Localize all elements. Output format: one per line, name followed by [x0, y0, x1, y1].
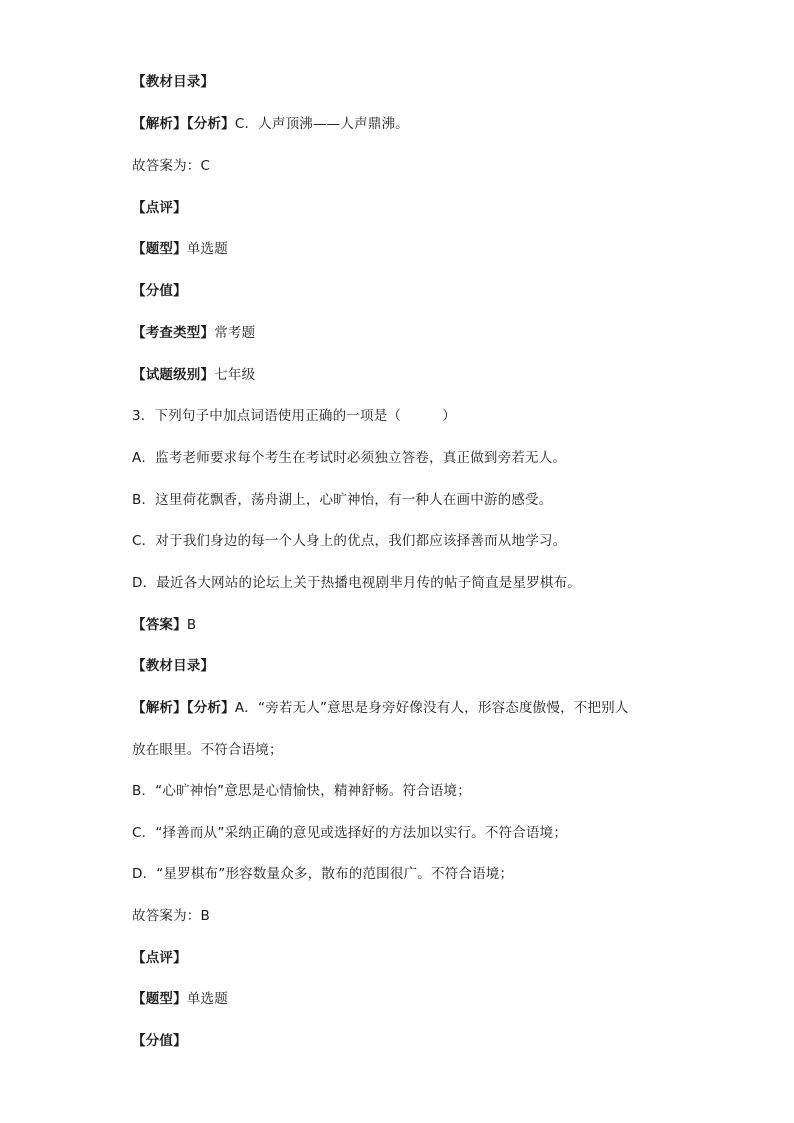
line-text: B．“心旷神怡”意思是心情愉快，精神舒畅。符合语境；	[132, 783, 471, 799]
analysis-continuation	[132, 741, 283, 759]
section-textbook-catalog	[132, 73, 214, 91]
section-answer	[132, 616, 196, 634]
line-text: 七年级	[214, 367, 256, 383]
line-tag: 【点评】	[132, 950, 187, 966]
question-stem	[132, 407, 456, 425]
line-text: 故答案为：B	[132, 908, 210, 924]
line-tag: 【试题级别】	[132, 367, 215, 383]
line-text: D．最近各大网站的论坛上关于热播电视剧芈月传的帖子简直是星罗棋布。	[132, 575, 581, 591]
line-text: C．对于我们身边的每一个人身上的优点，我们都应该择善而从地学习。	[132, 533, 567, 549]
line-tag: 【分值】	[132, 283, 187, 299]
section-comment	[132, 949, 187, 967]
section-comment	[132, 199, 187, 217]
line-text: A．“旁若无人”意思是身旁好像没有人，形容态度傲慢，不把别人	[234, 700, 629, 716]
line-tag: 【点评】	[132, 200, 187, 216]
line-text: 故答案为：C	[132, 158, 211, 174]
section-grade-level	[132, 366, 255, 384]
analysis-option-c	[132, 824, 567, 842]
line-text: D．“星罗棋布”形容数量众多，散布的范围很广。不符合语境；	[132, 866, 514, 882]
line-tag: 【解析】【分析】	[132, 116, 235, 132]
section-question-type	[132, 240, 228, 258]
section-score	[132, 282, 187, 300]
answer-line	[132, 907, 210, 925]
line-text: 常考题	[214, 325, 256, 341]
option-b	[132, 491, 552, 509]
option-a	[132, 449, 566, 467]
analysis-option-d	[132, 865, 513, 883]
line-text: 单选题	[186, 991, 228, 1007]
option-c	[132, 532, 566, 550]
section-analysis	[132, 699, 629, 717]
line-tag: 【考查类型】	[132, 325, 215, 341]
line-tag: 【题型】	[132, 241, 187, 257]
section-score	[132, 1032, 187, 1050]
line-tag: 【题型】	[132, 991, 187, 1007]
line-tag: 【教材目录】	[132, 74, 215, 90]
section-textbook-catalog	[132, 657, 214, 675]
line-text: B	[186, 617, 197, 633]
line-text: 放在眼里。不符合语境；	[132, 742, 283, 758]
line-tag: 【分值】	[132, 1033, 187, 1049]
answer-line	[132, 157, 210, 175]
line-text: C．“择善而从”采纳正确的意见或选择好的方法加以实行。不符合语境；	[132, 825, 568, 841]
line-text: B．这里荷花飘香，荡舟湖上，心旷神怡，有一种人在画中游的感受。	[132, 492, 553, 508]
line-text: 3．下列句子中加点词语使用正确的一项是（ ）	[132, 408, 456, 424]
line-tag: 【解析】【分析】	[132, 700, 235, 716]
analysis-option-b	[132, 782, 471, 800]
section-analysis	[132, 115, 409, 133]
section-question-type	[132, 990, 228, 1008]
line-tag: 【答案】	[132, 617, 187, 633]
line-tag: 【教材目录】	[132, 658, 215, 674]
line-text: A．监考老师要求每个考生在考试时必须独立答卷，真正做到旁若无人。	[132, 450, 567, 466]
line-text: C．人声顶沸——人声鼎沸。	[234, 116, 409, 132]
line-text: 单选题	[186, 241, 228, 257]
section-exam-type	[132, 324, 255, 342]
option-d	[132, 574, 581, 592]
